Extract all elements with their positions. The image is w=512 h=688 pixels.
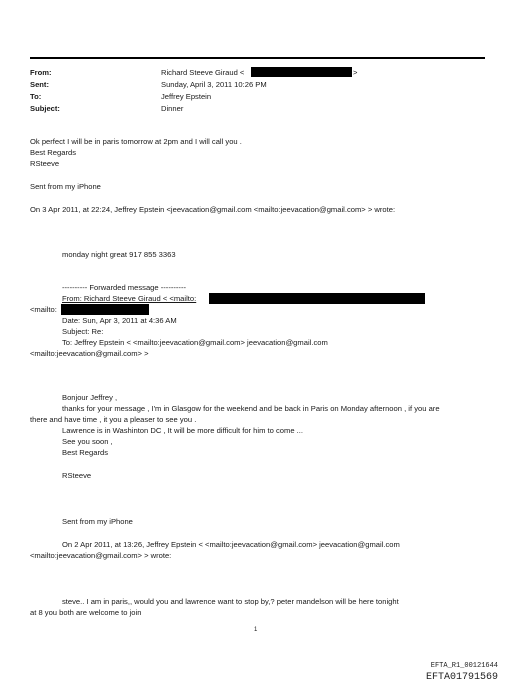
from-label: From:	[30, 68, 52, 77]
body-line: at 8 you both are welcome to join	[30, 608, 142, 617]
footer-id-large: EFTA01791569	[425, 672, 498, 683]
redaction-mailto	[61, 304, 149, 315]
body-line: steve.. I am in paris,, would you and lawrence want to stop by,? peter mandelson will be here tonight	[62, 597, 399, 606]
body-line: Best Regards	[62, 448, 109, 457]
redaction-forwarded-from	[209, 293, 425, 304]
sent-label: Sent:	[30, 80, 49, 89]
body-line: Bonjour Jeffrey ,	[62, 393, 118, 402]
to-value: Jeffrey Epstein	[161, 92, 212, 101]
forwarded-from: From: Richard Steeve Giraud < <mailto:	[62, 294, 197, 303]
forwarded-mailto: <mailto:	[30, 305, 57, 314]
page-number: 1	[254, 627, 258, 633]
body-line: Best Regards	[30, 148, 77, 157]
subject-label: Subject:	[30, 104, 60, 113]
body-line: there and have time , it you a pleaser to see you .	[30, 415, 197, 424]
from-value: Richard Steeve Giraud <	[161, 68, 245, 77]
footer-id-small: EFTA_R1_00121644	[430, 662, 498, 670]
forwarded-to-cont: <mailto:jeevacation@gmail.com> >	[30, 349, 149, 358]
body-line: monday night great 917 855 3363	[62, 250, 176, 259]
quote-intro-cont: <mailto:jeevacation@gmail.com> > wrote:	[30, 551, 172, 560]
body-line: Ok perfect I will be in paris tomorrow at 2pm and I will call you .	[30, 137, 242, 146]
quote-intro: On 2 Apr 2011, at 13:26, Jeffrey Epstein < <mailto:jeevacation@gmail.com> jeevacation@gmail.com	[62, 540, 400, 549]
body-line: RSteeve	[62, 471, 92, 480]
body-line: RSteeve	[30, 159, 60, 168]
from-close: >	[353, 68, 358, 77]
body-line: thanks for your message , I'm in Glasgow for the weekend and be back in Paris on Monday afternoon , if you are	[62, 404, 440, 413]
forwarded-header: ---------- Forwarded message ----------	[62, 283, 187, 292]
forwarded-subject: Subject: Re:	[62, 327, 104, 336]
sent-value: Sunday, April 3, 2011 10:26 PM	[161, 80, 267, 89]
redaction-from	[251, 67, 352, 77]
forwarded-date: Date: Sun, Apr 3, 2011 at 4:36 AM	[62, 316, 177, 325]
header-rule	[30, 57, 485, 59]
forwarded-to: To: Jeffrey Epstein < <mailto:jeevacation@gmail.com> jeevacation@gmail.com	[62, 338, 328, 347]
quote-intro: On 3 Apr 2011, at 22:24, Jeffrey Epstein <jeevacation@gmail.com <mailto:jeevacation@gmail.com> > wrote:	[30, 205, 396, 214]
body-line: Lawrence is in Washinton DC , It will be more difficult for him to come ...	[62, 426, 303, 435]
body-line: See you soon ,	[62, 437, 113, 446]
subject-value: Dinner	[161, 104, 184, 113]
to-label: To:	[30, 92, 42, 101]
sent-from-iphone: Sent from my iPhone	[62, 517, 133, 526]
sent-from-iphone: Sent from my iPhone	[30, 182, 101, 191]
